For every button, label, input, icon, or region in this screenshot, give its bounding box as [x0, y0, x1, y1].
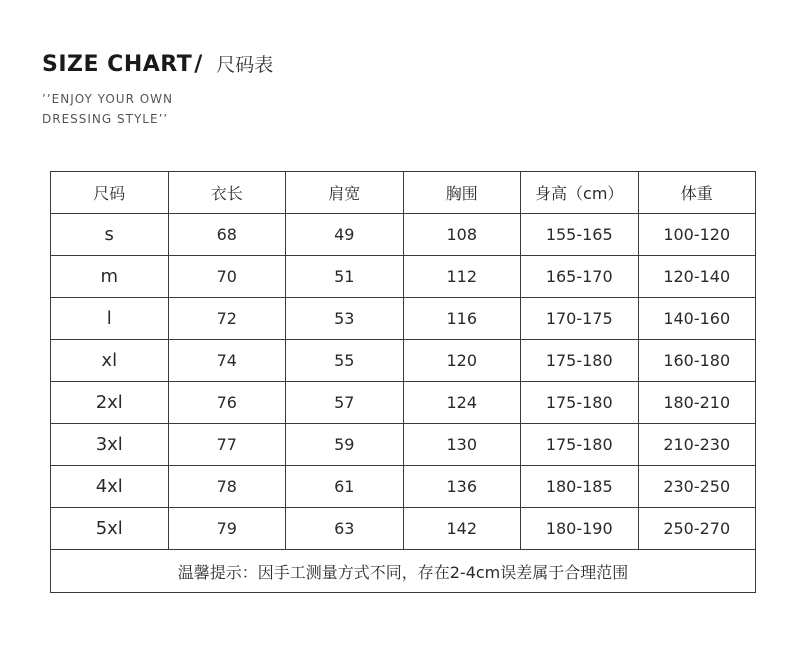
page-title-english: SIZE CHART — [42, 52, 193, 77]
cell-chest: 124 — [403, 382, 521, 424]
table-note-row — [51, 550, 756, 593]
cell-chest: 112 — [403, 256, 521, 298]
cell-height: 180-190 — [521, 508, 639, 550]
cell-size: m — [51, 256, 169, 298]
cell-chest: 108 — [403, 214, 521, 256]
cell-chest: 130 — [403, 424, 521, 466]
table-header-row — [51, 172, 756, 214]
subtitle-line-1: ’’ENJOY YOUR OWN — [42, 92, 174, 106]
column-header-shoulder: 肩宽 — [286, 172, 404, 214]
cell-shoulder: 53 — [286, 298, 404, 340]
column-header-height: 身高（cm） — [521, 172, 639, 214]
measurement-note: 温馨提示：因手工测量方式不同，存在2-4cm误差属于合理范围 — [51, 550, 756, 593]
column-header-weight: 体重 — [638, 172, 756, 214]
cell-length: 68 — [168, 214, 286, 256]
cell-length: 77 — [168, 424, 286, 466]
cell-length: 78 — [168, 466, 286, 508]
cell-size: 4xl — [51, 466, 169, 508]
cell-shoulder: 49 — [286, 214, 404, 256]
cell-shoulder: 61 — [286, 466, 404, 508]
title-separator: / — [194, 52, 203, 77]
cell-weight: 180-210 — [638, 382, 756, 424]
table-row — [51, 382, 756, 424]
cell-size: xl — [51, 340, 169, 382]
cell-shoulder: 63 — [286, 508, 404, 550]
title-row — [42, 50, 273, 77]
cell-height: 175-180 — [521, 424, 639, 466]
table-row — [51, 424, 756, 466]
cell-shoulder: 59 — [286, 424, 404, 466]
cell-shoulder: 55 — [286, 340, 404, 382]
cell-size: 2xl — [51, 382, 169, 424]
page-title-chinese: 尺码表 — [216, 54, 274, 76]
subtitle — [42, 89, 222, 129]
cell-shoulder: 51 — [286, 256, 404, 298]
cell-height: 175-180 — [521, 340, 639, 382]
size-table — [50, 171, 756, 593]
cell-length: 76 — [168, 382, 286, 424]
cell-size: 5xl — [51, 508, 169, 550]
cell-chest: 116 — [403, 298, 521, 340]
size-table-container — [50, 171, 756, 593]
cell-height: 180-185 — [521, 466, 639, 508]
cell-shoulder: 57 — [286, 382, 404, 424]
cell-height: 170-175 — [521, 298, 639, 340]
column-header-length: 衣长 — [168, 172, 286, 214]
table-row — [51, 256, 756, 298]
cell-length: 79 — [168, 508, 286, 550]
cell-weight: 250-270 — [638, 508, 756, 550]
cell-weight: 140-160 — [638, 298, 756, 340]
cell-chest: 142 — [403, 508, 521, 550]
column-header-chest: 胸围 — [403, 172, 521, 214]
cell-height: 175-180 — [521, 382, 639, 424]
table-row — [51, 508, 756, 550]
cell-length: 72 — [168, 298, 286, 340]
cell-chest: 120 — [403, 340, 521, 382]
table-row — [51, 340, 756, 382]
cell-chest: 136 — [403, 466, 521, 508]
cell-weight: 120-140 — [638, 256, 756, 298]
cell-size: l — [51, 298, 169, 340]
subtitle-line-2: DRESSING STYLE’’ — [42, 112, 169, 126]
column-header-size: 尺码 — [51, 172, 169, 214]
cell-weight: 210-230 — [638, 424, 756, 466]
cell-height: 155-165 — [521, 214, 639, 256]
cell-size: 3xl — [51, 424, 169, 466]
table-row — [51, 214, 756, 256]
size-chart-header — [42, 50, 273, 129]
cell-weight: 100-120 — [638, 214, 756, 256]
cell-weight: 160-180 — [638, 340, 756, 382]
cell-size: s — [51, 214, 169, 256]
table-row — [51, 298, 756, 340]
table-row — [51, 466, 756, 508]
cell-weight: 230-250 — [638, 466, 756, 508]
cell-length: 70 — [168, 256, 286, 298]
cell-height: 165-170 — [521, 256, 639, 298]
cell-length: 74 — [168, 340, 286, 382]
